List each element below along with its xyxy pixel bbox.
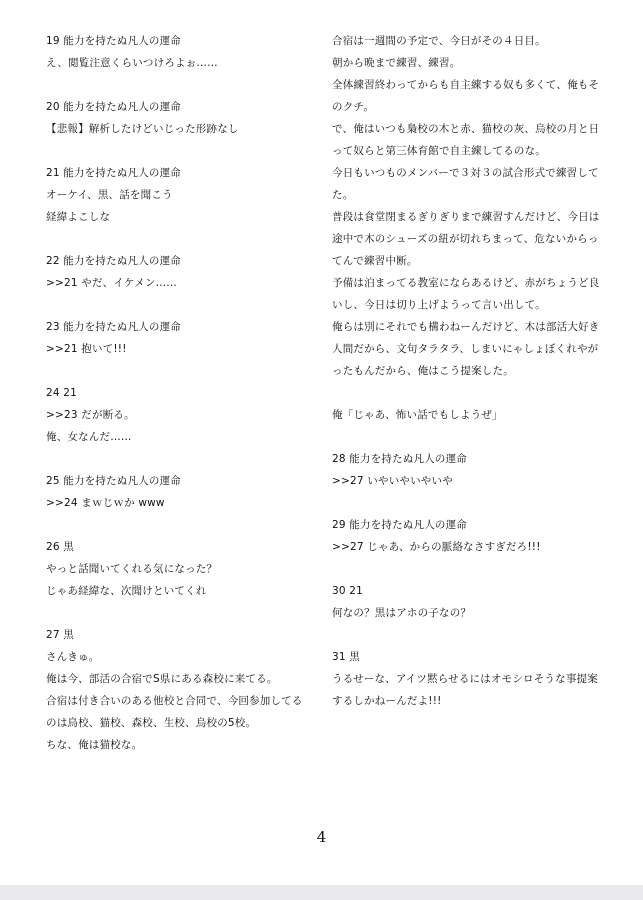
post-line: 俺、女なんだ…… — [46, 431, 132, 443]
post-header: 25 能力を持たぬ凡人の運命 — [46, 475, 181, 487]
right-column — [332, 30, 602, 712]
post-27 — [46, 624, 308, 756]
post-line: >>21 やだ、イケメン…… — [46, 277, 177, 289]
post-header: 23 能力を持たぬ凡人の運命 — [46, 321, 181, 333]
post-31 — [332, 646, 602, 712]
post-30 — [332, 580, 602, 624]
post-line: 経緯よこしな — [46, 211, 111, 223]
post-line: やっと話聞いてくれる気になった？ — [46, 563, 218, 575]
post-25 — [46, 470, 308, 514]
post-line: うるせーな、アイツ黙らせるにはオモシロそうな事提案するしかねーんだよ!!! — [332, 673, 598, 707]
post-line: さんきゅ。 — [46, 651, 100, 663]
post-header: 31 黒 — [332, 651, 360, 663]
post-line: >>23 だが断る。 — [46, 409, 135, 421]
post-21 — [46, 162, 308, 228]
post-line: 【悲報】解析したけどいじった形跡なし — [46, 123, 239, 135]
post-line: >>21 抱いて!!! — [46, 343, 127, 355]
post-header: 21 能力を持たぬ凡人の運命 — [46, 167, 181, 179]
post-header: 26 黒 — [46, 541, 74, 553]
post-line: 朝から晩まで練習、練習。 — [332, 57, 461, 69]
post-header: 30 21 — [332, 585, 364, 597]
post-line: >>24 まｗじｗか www — [46, 497, 165, 509]
post-header: 22 能力を持たぬ凡人の運命 — [46, 255, 181, 267]
post-header: 19 能力を持たぬ凡人の運命 — [46, 35, 181, 47]
post-19 — [46, 30, 308, 74]
post-header: 28 能力を持たぬ凡人の運命 — [332, 453, 467, 465]
post-22 — [46, 250, 308, 294]
post-27-quote — [332, 404, 602, 426]
post-line: 合宿は一週間の予定で、今日がその４日目。 — [332, 35, 546, 47]
post-24 — [46, 382, 308, 448]
post-28 — [332, 448, 602, 492]
post-line: 合宿は付き合いのある他校と合同で、今回参加してるのは鳥校、猫校、森校、生校、烏校の5校。 — [46, 695, 303, 729]
post-line: 俺らは別にそれでも構わねーんだけど、木は部活大好き人間だから、文句タラタラ、しまいにゃしょぼくれやがったもんだから、俺はこう提案した。 — [332, 321, 600, 377]
post-line: 何なの？黒はアホの子なの？ — [332, 607, 472, 619]
post-line: 俺は今、部活の合宿でS県にある森校に来てる。 — [46, 673, 278, 685]
post-line: 今日もいつものメンバーで３対３の試合形式で練習してた。 — [332, 167, 599, 201]
post-line: 俺「じゃあ、怖い話でもしようぜ」 — [332, 409, 503, 421]
post-27-continued — [332, 30, 602, 382]
post-line: じゃあ経緯な、次聞けといてくれ — [46, 585, 207, 597]
post-line: >>27 じゃあ、からの脈絡なさすぎだろ!!! — [332, 541, 541, 553]
post-20 — [46, 96, 308, 140]
post-line: 予備は泊まってる教室にならあるけど、赤がちょうど良いし、今日は切り上げようって言い出して。 — [332, 277, 600, 311]
post-line: で、俺はいつも梟校の木と赤、猫校の灰、烏校の月と日って奴らと第三体育館で自主練してるのな。 — [332, 123, 600, 157]
viewer-bottom-edge — [0, 885, 643, 900]
post-header: 20 能力を持たぬ凡人の運命 — [46, 101, 181, 113]
post-header: 24 21 — [46, 387, 78, 399]
post-line: え、閲覧注意くらいつけろよぉ…… — [46, 57, 218, 69]
post-line: オーケイ、黒、話を聞こう — [46, 189, 173, 201]
post-line: 全体練習終わってからも自主練する奴も多くて、俺もそのクチ。 — [332, 79, 600, 113]
post-line: ちな、俺は猫校な。 — [46, 739, 143, 751]
post-26 — [46, 536, 308, 602]
post-23 — [46, 316, 308, 360]
post-29 — [332, 514, 602, 558]
post-header: 29 能力を持たぬ凡人の運命 — [332, 519, 467, 531]
post-line: 普段は食堂閉まるぎりぎりまで練習すんだけど、今日は途中で木のシューズの紐が切れちまって、危ないからってんで練習中断。 — [332, 211, 600, 267]
left-column — [46, 30, 308, 756]
post-header: 27 黒 — [46, 629, 74, 641]
page-number: 4 — [316, 828, 327, 846]
post-line: >>27 いやいやいやいや — [332, 475, 453, 487]
